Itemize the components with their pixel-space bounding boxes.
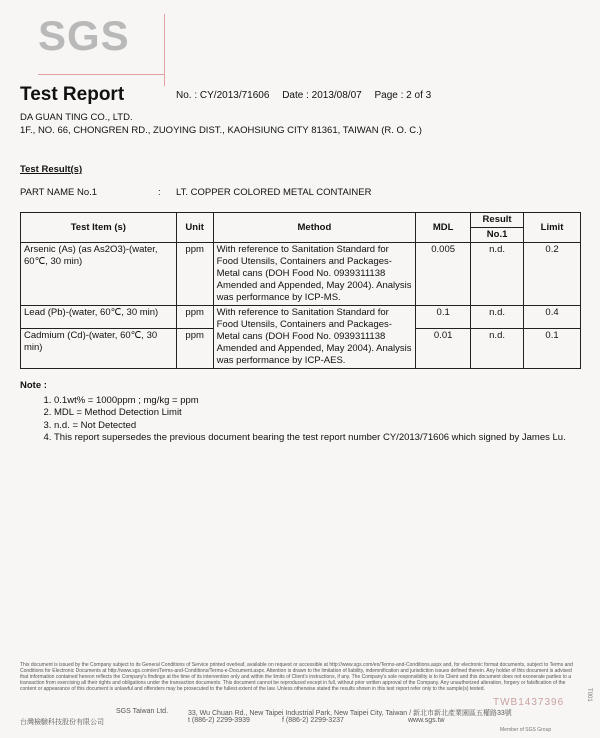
header-result-no1: No.1 <box>471 228 524 243</box>
report-number: No. : CY/2013/71606 <box>176 90 270 101</box>
row-mdl: 0.01 <box>416 328 471 369</box>
table-header-row <box>21 213 581 228</box>
row-test-item: Lead (Pb)-(water, 60℃, 30 min) <box>21 306 177 329</box>
report-date: Date : 2013/08/07 <box>282 90 362 101</box>
side-code: T001 <box>586 688 592 702</box>
footer-disclaimer: This document is issued by the Company subject to its General Conditions of Service printed overleaf, available on request or accessible at http://www.sgs.com/en/Terms-and-Conditions.aspx and, for electronic format documents, subject to Terms and Conditions for Electronic Documents at http://www.sgs.com/en/Terms-and-Conditions/Terms-e-Document.aspx. Attention is drawn to the limitation of liability, indemnification and jurisdiction issues defined therein. Any holder of this document is advised that information contained hereon reflects the Company's findings at the time of its intervention only and within the limits of Client's instructions, if any. The Company's sole responsibility is to its Client and this document does not exonerate parties to a transaction from exercising all their rights and obligations under the transaction documents. This document cannot be reproduced except in full, without prior written approval of the Company. Any unauthorized alteration, forgery or falsification of the content or appearance of this document is unlawful and offenders may be prosecuted to the fullest extent of the law. Unless otherwise stated the results shown in this test report refer only to the sample(s) tested. <box>20 662 573 692</box>
header-limit: Limit <box>524 213 581 243</box>
part-name-row <box>20 187 372 198</box>
results-table <box>20 212 581 369</box>
header-mdl: MDL <box>416 213 471 243</box>
footer-fax: f (886-2) 2299-3237 <box>282 717 344 724</box>
row-result: n.d. <box>471 306 524 329</box>
row-limit: 0.1 <box>524 328 581 369</box>
report-title: Test Report <box>20 84 125 105</box>
row-limit: 0.4 <box>524 306 581 329</box>
footer-website: www.sgs.tw <box>408 717 445 724</box>
part-separator: : <box>158 187 161 198</box>
sgs-logo <box>38 14 128 60</box>
row-method: With reference to Sanitation Standard for Food Utensils, Containers and Packages-Metal cans (DOH Food No. 0939311138 Amended and Appended, May 2004). Analysis was performance by ICP-MS. <box>213 243 416 306</box>
row-unit: ppm <box>176 306 213 329</box>
table-row <box>21 306 581 329</box>
footer-company-en: SGS Taiwan Ltd. <box>116 708 169 715</box>
page-number: Page : 2 of 3 <box>374 90 432 101</box>
part-value: LT. COPPER COLORED METAL CONTAINER <box>176 187 372 198</box>
row-method: With reference to Sanitation Standard for Food Utensils, Containers and Packages-Metal cans (DOH Food No. 0939311138 Amended and Appended, May 2004). Analysis was performance by ICP-AES. <box>213 306 416 369</box>
note-item: 2. MDL = Method Detection Limit <box>54 407 574 420</box>
row-unit: ppm <box>176 243 213 306</box>
row-mdl: 0.1 <box>416 306 471 329</box>
footer-address: 33, Wu Chuan Rd., New Taipei Industrial Park, New Taipei City, Taiwan / 新北市新北產業園區五權路33號 <box>188 710 512 717</box>
row-unit: ppm <box>176 328 213 369</box>
header-method: Method <box>213 213 416 243</box>
section-title: Test Result(s) <box>20 164 83 175</box>
row-result: n.d. <box>471 328 524 369</box>
row-test-item: Arsenic (As) (as As2O3)-(water, 60℃, 30 min) <box>21 243 177 306</box>
part-label: PART NAME No.1 <box>20 187 98 198</box>
header-test-item: Test Item (s) <box>21 213 177 243</box>
footer-company-cn: 台灣檢驗科技股份有限公司 <box>20 719 104 726</box>
header-unit: Unit <box>176 213 213 243</box>
member-text: Member of SGS Group <box>500 727 552 733</box>
note-item: 1. 0.1wt% = 1000ppm ; mg/kg = ppm <box>54 395 574 408</box>
header-result: Result <box>471 213 524 228</box>
row-limit: 0.2 <box>524 243 581 306</box>
row-test-item: Cadmium (Cd)-(water, 60℃, 30 min) <box>21 328 177 369</box>
note-item: 3. n.d. = Not Detected <box>54 420 574 433</box>
note-title: Note : <box>20 380 47 391</box>
table-row <box>21 243 581 306</box>
footer-phone: t (886-2) 2299-3939 <box>188 717 250 724</box>
notes-section <box>20 380 574 445</box>
logo-text: SGS <box>38 12 130 59</box>
report-header <box>176 90 441 101</box>
serial-number: TWB1437396 <box>493 697 565 708</box>
client-address: 1F., NO. 66, CHONGREN RD., ZUOYING DIST., KAOHSIUNG CITY 81361, TAIWAN (R. O. C.) <box>20 125 422 136</box>
logo-rule-horizontal <box>38 74 164 75</box>
client-info <box>20 111 422 137</box>
logo-rule-vertical <box>164 14 165 86</box>
row-result: n.d. <box>471 243 524 306</box>
client-name: DA GUAN TING CO., LTD. <box>20 112 133 123</box>
note-item: 4. This report supersedes the previous document bearing the test report number CY/2013/71606 which signed by James Lu. <box>54 432 574 445</box>
row-mdl: 0.005 <box>416 243 471 306</box>
note-list <box>20 395 574 445</box>
